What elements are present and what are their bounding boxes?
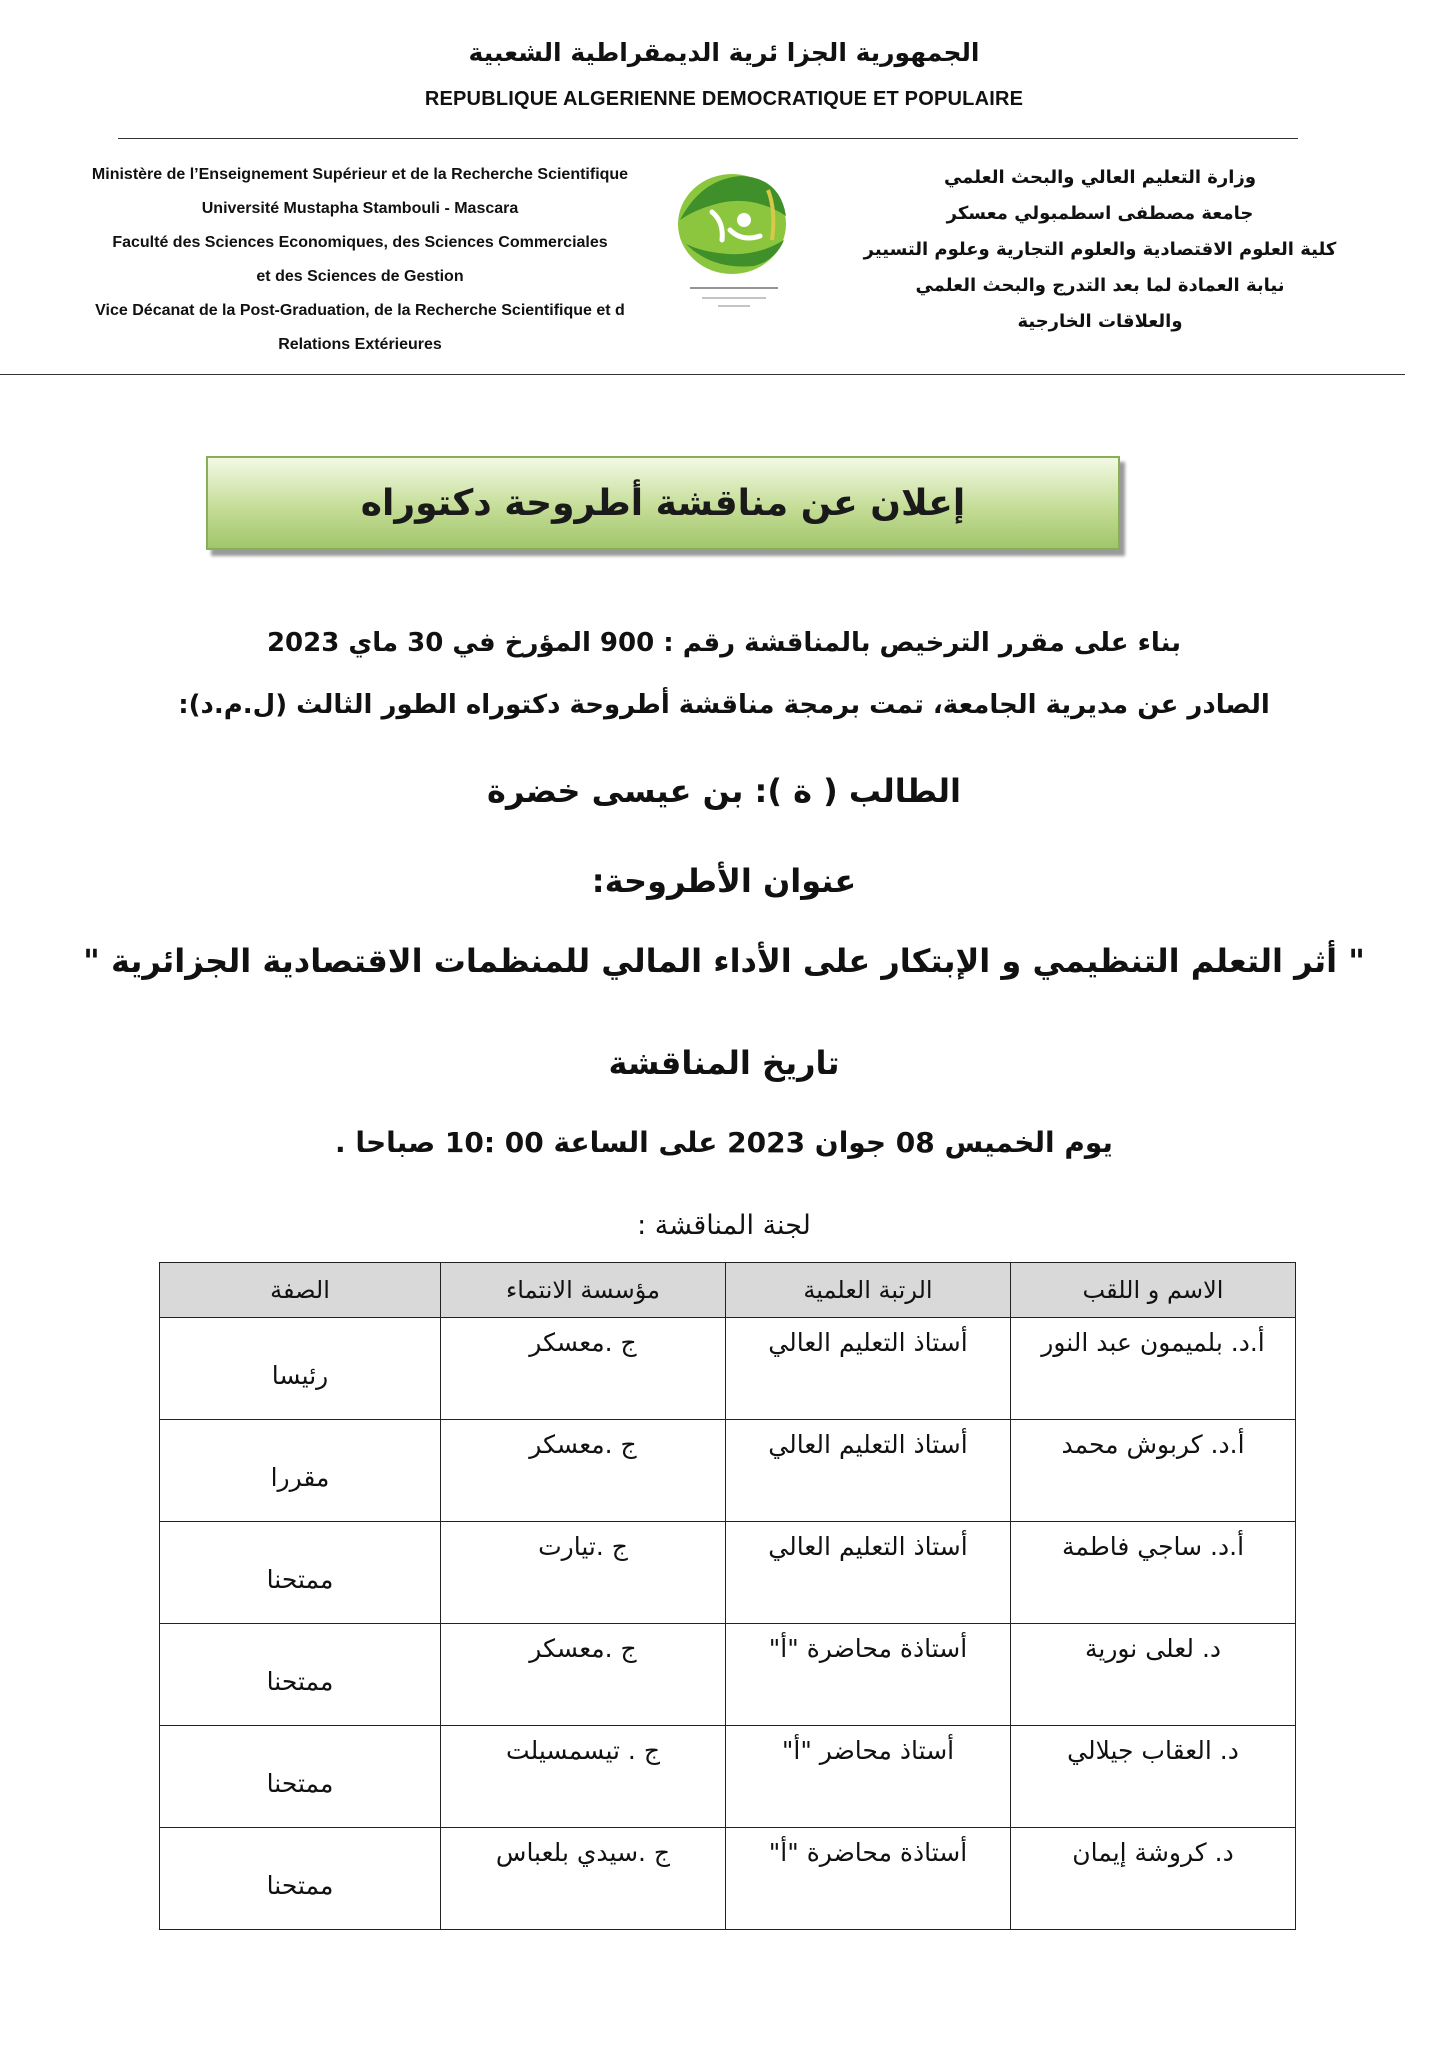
member-role: ممتحنا [160,1828,441,1930]
member-institution: ج .سيدي بلعباس [441,1828,726,1930]
fr-university-line: Université Mustapha Stambouli - Mascara [201,200,519,217]
member-rank: أستاذ التعليم العالي [726,1522,1011,1624]
ar-university-line: جامعة مصطفى اسطمبولي معسكر [946,203,1254,224]
committee-table [159,1262,1296,1930]
member-name: د. لعلى نورية [1011,1624,1296,1726]
fr-faculty-line-2: et des Sciences de Gestion [256,268,464,285]
member-institution: ج . تيسمسيلت [441,1726,726,1828]
table-row [160,1828,1296,1930]
member-institution: ج .معسكر [441,1624,726,1726]
table-row [160,1420,1296,1522]
ar-relations-line: والعلاقات الخارجية [1017,311,1183,332]
arabic-institution-block [860,160,1340,340]
member-name: أ.د. ساجي فاطمة [1011,1522,1296,1624]
issued-line: الصادر عن مديرية الجامعة، تمت برمجة مناقشة أطروحة دكتوراه الطور الثالث (ل.م.د): [178,690,1270,720]
fr-ministry-line: Ministère de l’Enseignement Supérieur et de la Recherche Scientifique [91,166,629,183]
member-role: ممتحنا [160,1624,441,1726]
header-rank: الرتبة العلمية [726,1263,1011,1318]
member-role: ممتحنا [160,1522,441,1624]
announcement-banner [206,456,1120,550]
member-name: أ.د. كربوش محمد [1011,1420,1296,1522]
header-role: الصفة [160,1263,441,1318]
member-rank: أستاذة محاضرة "أ" [726,1624,1011,1726]
header-divider [118,138,1298,139]
member-role: مقررا [160,1420,441,1522]
table-row [160,1522,1296,1624]
thesis-title: " أثر التعلم التنظيمي و الإبتكار على الأداء المالي للمنظمات الاقتصادية الجزائرية " [83,942,1365,980]
authorization-line: بناء على مقرر الترخيص بالمناقشة رقم : 900 المؤرخ في 30 ماي 2023 [266,628,1182,658]
arabic-republic-header: الجمهورية الجزا ئرية الديمقراطية الشعبية [468,38,980,67]
header-name: الاسم و اللقب [1011,1263,1296,1318]
ar-vice-deanship-line: نيابة العمادة لما بعد التدرج والبحث العلمي [915,275,1285,296]
table-row [160,1624,1296,1726]
fr-vice-deanship-line: Vice Décanat de la Post-Graduation, de la Recherche Scientifique et d [95,302,625,319]
announcement-title: إعلان عن مناقشة أطروحة دكتوراه [360,482,966,524]
student-name: الطالب ( ة ): بن عيسى خضرة [487,772,961,810]
committee-header-row [160,1263,1296,1318]
defense-date-label: تاريخ المناقشة [608,1044,840,1082]
french-republic-header: REPUBLIQUE ALGERIENNE DEMOCRATIQUE ET POPULAIRE [424,88,1024,110]
member-name: د. كروشة إيمان [1011,1828,1296,1930]
header-institution: مؤسسة الانتماء [441,1263,726,1318]
fr-relations-line: Relations Extérieures [278,336,442,353]
member-name: أ.د. بلميمون عبد النور [1011,1318,1296,1420]
member-institution: ج .معسكر [441,1420,726,1522]
member-rank: أستاذة محاضرة "أ" [726,1828,1011,1930]
university-logo-icon [672,160,796,310]
fr-faculty-line: Faculté des Sciences Economiques, des Sciences Commerciales [112,234,608,251]
university-logo [672,160,796,310]
table-row [160,1726,1296,1828]
member-institution: ج .تيارت [441,1522,726,1624]
committee-label: لجنة المناقشة : [637,1210,811,1241]
member-rank: أستاذ التعليم العالي [726,1318,1011,1420]
thesis-title-label: عنوان الأطروحة: [591,862,857,900]
member-role: رئيسا [160,1318,441,1420]
member-rank: أستاذ التعليم العالي [726,1420,1011,1522]
table-row [160,1318,1296,1420]
member-rank: أستاذ محاضر "أ" [726,1726,1011,1828]
ar-faculty-line: كلية العلوم الاقتصادية والعلوم التجارية وعلوم التسيير [863,239,1337,260]
ar-ministry-line: وزارة التعليم العالي والبحث العلمي [943,167,1257,188]
member-name: د. العقاب جيلالي [1011,1726,1296,1828]
defense-date-value: يوم الخميس 08 جوان 2023 على الساعة 00 :10 صباحا . [335,1126,1113,1159]
member-institution: ج .معسكر [441,1318,726,1420]
institution-divider [0,374,1405,375]
french-institution-block [40,158,680,362]
member-role: ممتحنا [160,1726,441,1828]
